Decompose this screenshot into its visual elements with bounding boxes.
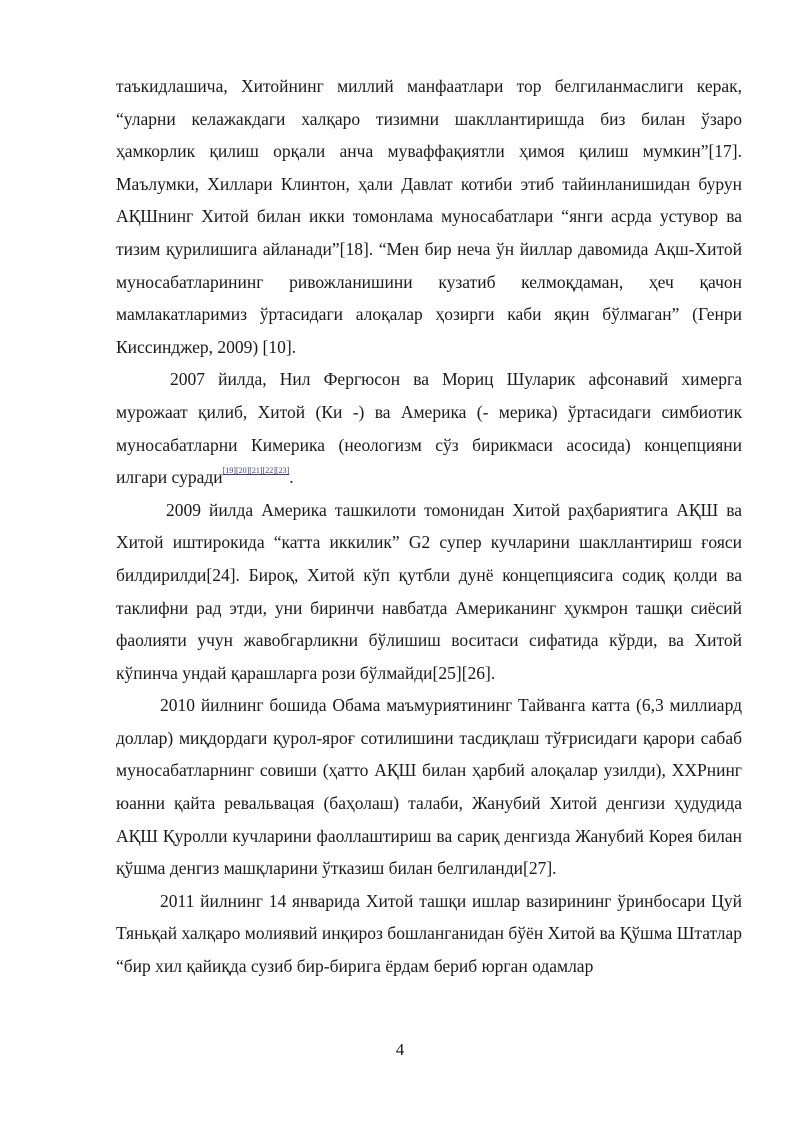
page-number: 4 (395, 1040, 405, 1059)
paragraph-3: 2009 йилда Америка ташкилоти томонидан Хитой раҳбариятига АҚШ ва Хитой иштирокида “катта иккилик” G2 супер кучларини шакллантириш ғояси билдирилди[24]. Бироқ, Хитой кўп қутбли дунё концепциясига содиқ қолди ва таклифни рад этди, уни биринчи навбатда Американинг ҳукмрон ташқи сиёсий фаолияти учун жавобгарликни бўлишиш воситаси сифатида кўрди, ва Хитой кўпинча ундай қарашларга рози бўлмайди[25][26]. (116, 499, 742, 683)
paragraph-4: 2010 йилнинг бошида Обама маъмуриятининг Тайванга катта (6,3 миллиард доллар) миқдордаги қурол-яроғ сотилишини тасдиқлаш тўғрисидаги қарори сабаб муносабатларнинг совиши (ҳатто АҚШ билан ҳарбий алоқалар узилди), ХХРнинг юанни қайта ревальвацая (баҳолаш) талаби, Жанубий Хитой денгизи ҳудудида АҚШ Қуролли кучларини фаоллаштириш ва сариқ денгизда Жанубий Корея билан қўшма денгиз машқларини ўтказиш билан белгиланди[27]. (116, 695, 742, 879)
paragraph-5: 2011 йилнинг 14 январида Хитой ташқи ишлар вазирининг ўринбосари Цуй Тяньқай халқаро молиявий инқироз бошланганидан бўён Хитой ва Қўшма Штатлар “бир хил қайиқда сузиб бир-бирига ёрдам бериб юрган одамлар (116, 890, 742, 977)
body-text (116, 70, 742, 983)
paragraph-1: таъкидлашича, Хитойнинг миллий манфаатлари тор белгиланмаслиги керак, “уларни келажакдаги халқаро тизимни шакллантиришда биз билан ўзаро ҳамкорлик қилиш орқали анча муваффақиятли ҳимоя қилиш мумкин”[17]. Маълумки, Хиллари Клинтон, ҳали Давлат котиби этиб тайинланишидан бурун АҚШнинг Хитой билан икки томонлама муносабатлари “янги асрда устувор ва тизим қурилишига айланади”[18]. “Мен бир неча ўн йиллар давомида Ақш-Хитой муносабатларининг ривожланишини кузатиб келмоқдаман, ҳеч қачон мамлакатларимиз ўртасидаги алоқалар ҳозирги каби яқин бўлмаган” (Генри Киссинджер, 2009) [10]. (116, 76, 742, 357)
paragraph-2 (116, 363, 742, 493)
paragraph-2-end: . (289, 467, 294, 488)
paragraph-2-text: 2007 йилда, Нил Фергюсон ва Мориц Шуларик афсонавий химерга мурожаат қилиб, Хитой (Ки -) ва Америка (- мерика) ўртасидаги симбиотик муносабатларни Кимерика (неологизм сўз бирикмаси асосида) концепцияни илгари суради (116, 369, 742, 488)
footnote-reference-links[interactable]: [19][20][21][22][23] (222, 466, 290, 476)
